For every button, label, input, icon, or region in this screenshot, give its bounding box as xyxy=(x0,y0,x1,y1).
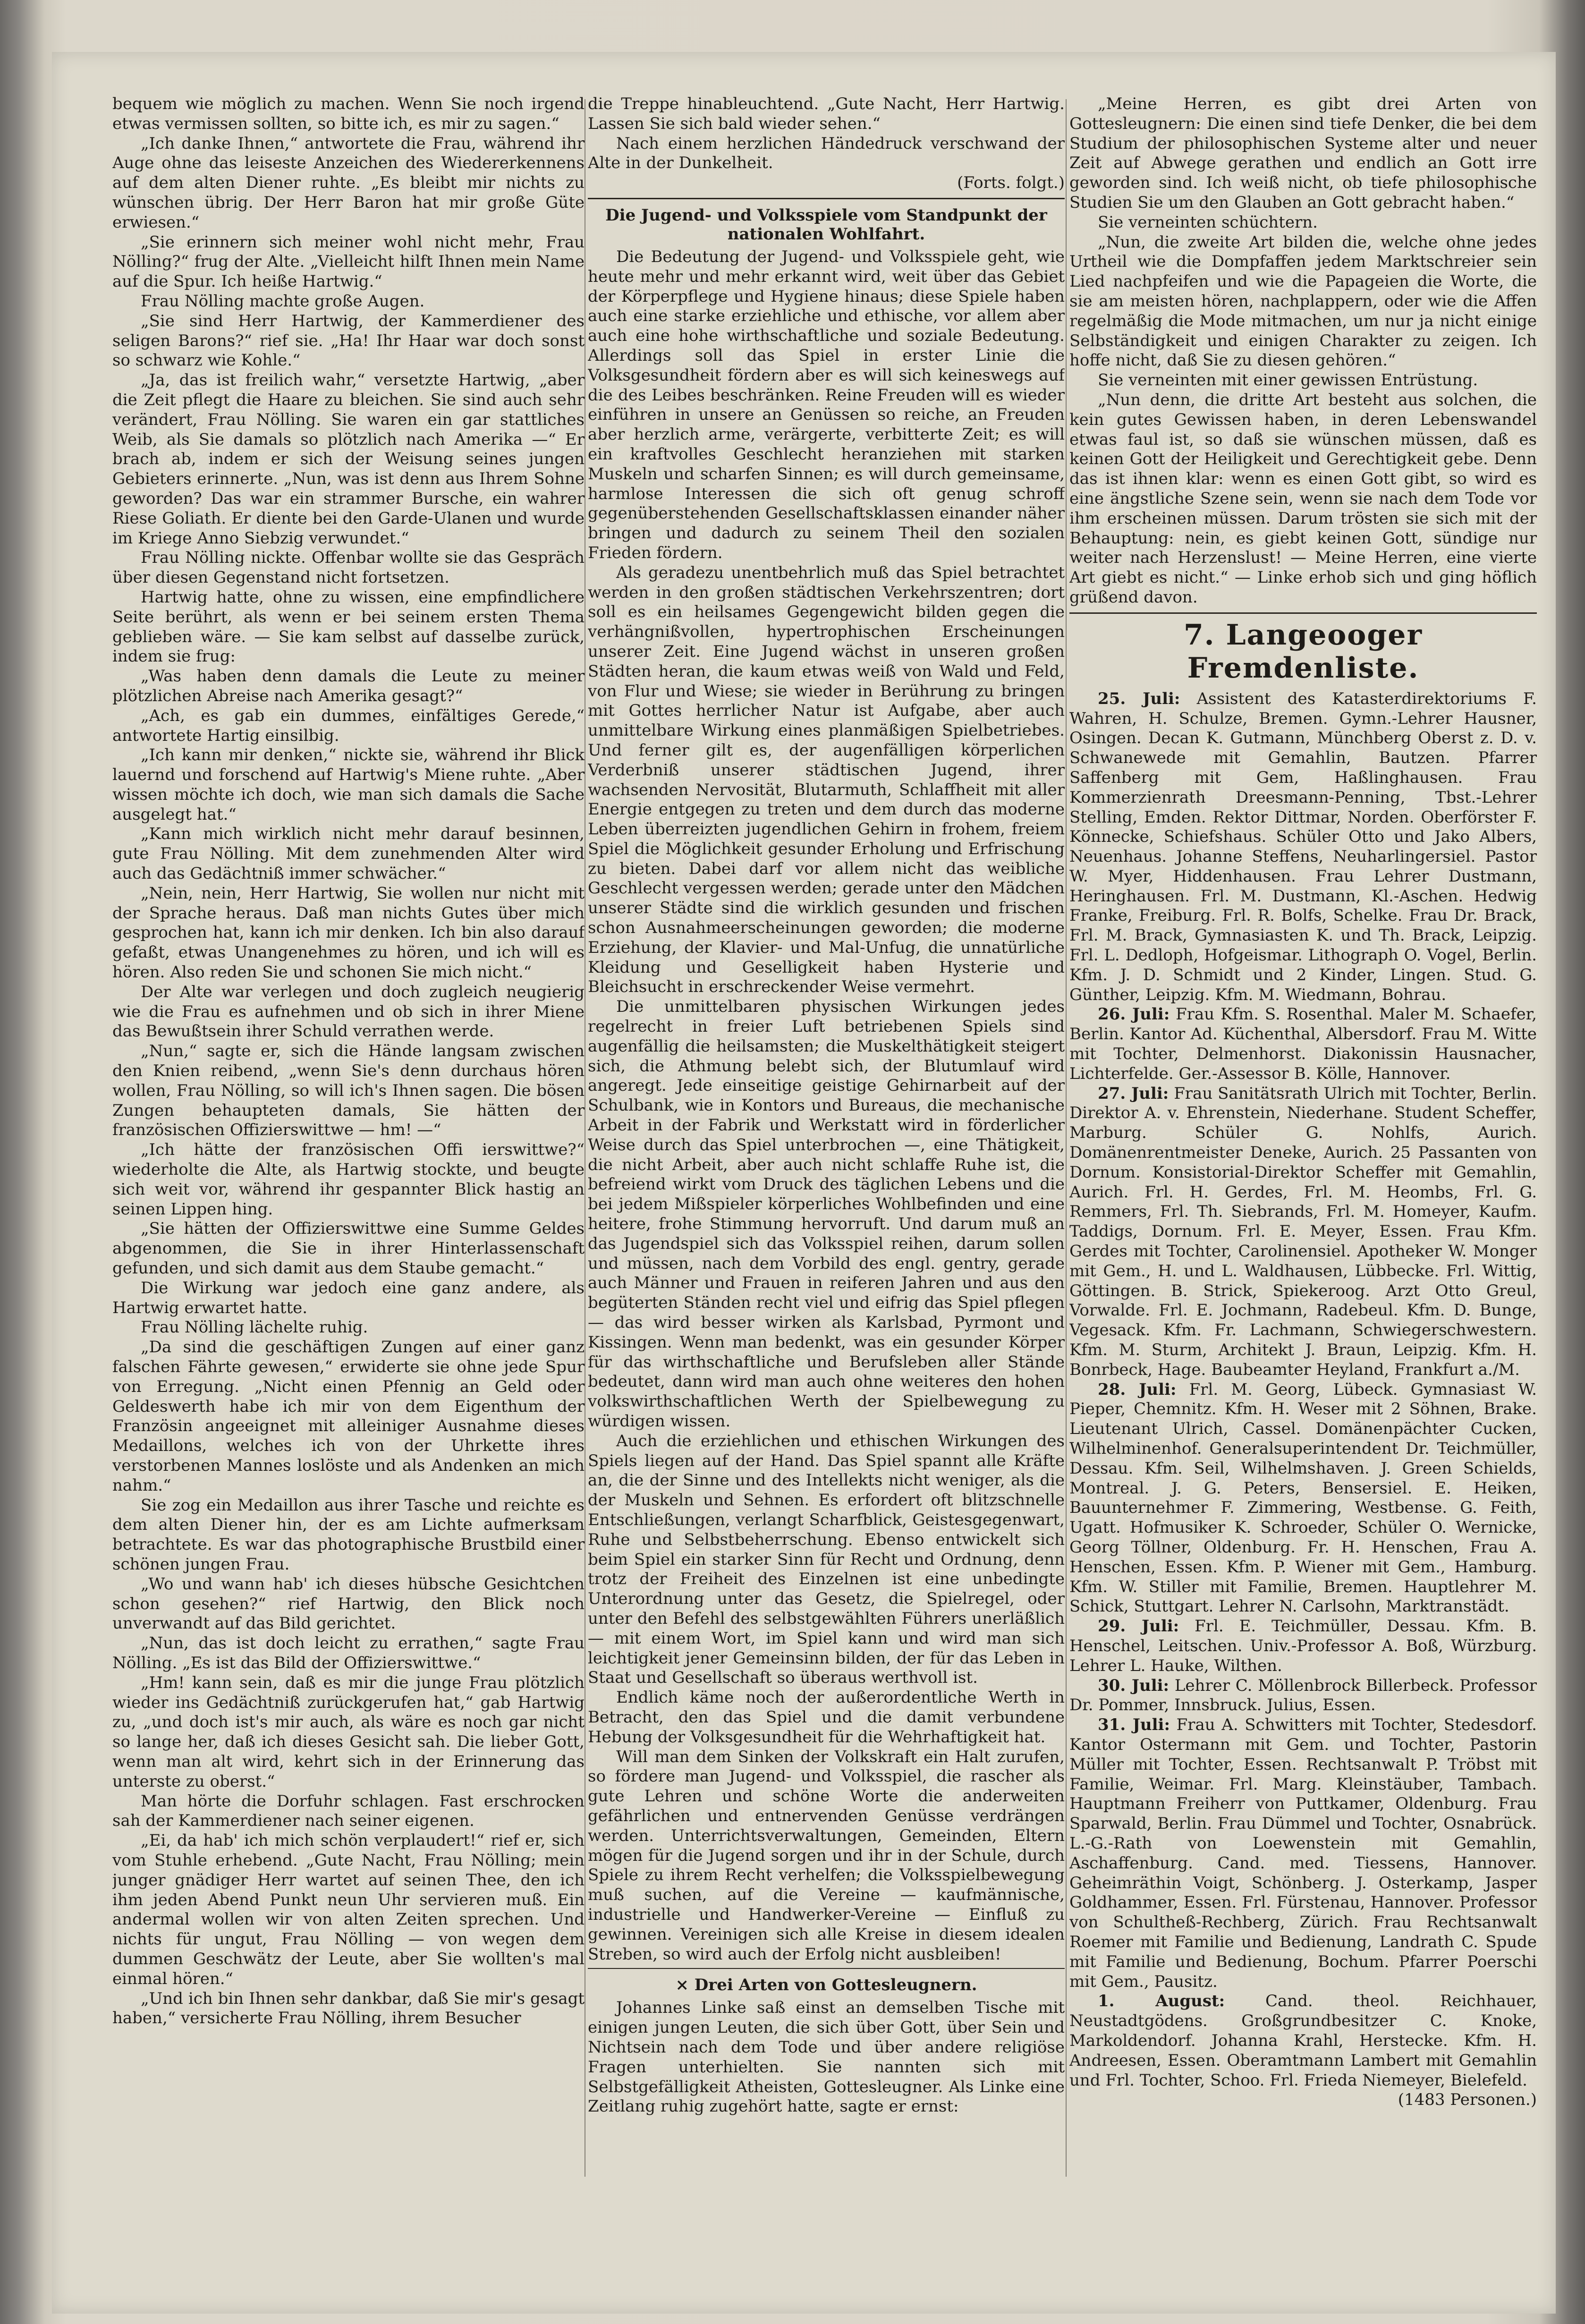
paragraph: „Ich danke Ihnen,“ antwortete die Frau, während ihr Auge ohne das leiseste Anzeichen des Wiedererkennens auf dem alten Diener ruhte. „Es bleibt mir nichts zu wünschen übrig. Der Herr Baron hat mir große Güte erwiesen.“ xyxy=(112,134,585,232)
guest-list-entry xyxy=(1069,1084,1537,1380)
paragraph: „Und ich bin Ihnen sehr dankbar, daß Sie mir's gesagt haben,“ versicherte Frau Nölling, ihrem Besucher xyxy=(112,1989,585,2028)
paragraph: Sie verneinten schüchtern. xyxy=(1098,212,1318,232)
article-title-gottesleugner: ⨯ Drei Arten von Gottesleugnern. xyxy=(675,1976,977,1995)
guest-list-names: Assistent des Katasterdirektoriums F. Wahren, H. Schulze, Bremen. Gymn.-Lehrer Hausner, Osingen. Decan K. Gutmann, Münchberg Oberst z. D. v. Schwanewede mit Gemahlin, Bautzen. Pfarrer Saffenberg mit Gem, Haßlinghausen. Frau Kommerzienrath Dreesmann-Penning, Tbst.-Lehrer Stelling, Emden. Rektor Dittmar, Norden. Oberförster F. Könnecke, Schiefshaus. Schüler Otto und Jako Albers, Neuenhaus. Johanne Steffens, Neuharlingersiel. Pastor W. Myer, Hiddenhausen. Frau Lehrer Dustmann, Heringhausen. Frl. M. Dustmann, Kl.-Aschen. Hedwig Franke, Freiburg. Frl. R. Bolfs, Schelke. Frau Dr. Brack, Frl. M. Brack, Gymnasiasten K. und Th. Brack, Leipzig. Frl. L. Dedloph, Hofgeismar. Lithograph O. Vogel, Berlin. Kfm. J. D. Schmidt und 2 Kinder, Lingen. Stud. G. Günther, Leipzig. Kfm. M. Wiedmann, Bohrau. xyxy=(1069,689,1537,1004)
paragraph: Frau Nölling machte große Augen. xyxy=(141,291,425,311)
story-continuation-2: Nach einem herzlichen Händedruck verschwand der Alte in der Dunkelheit. xyxy=(588,134,1065,173)
guest-list-names: Frl. M. Georg, Lübeck. Gymnasiast W. Pieper, Chemnitz. Kfm. H. Weser mit 2 Söhnen, Brake. Lieutenant Ulrich, Cassel. Domänenpächter Cucken, Wilhelminenhof. Generalsuperintendent Dr. Teichmüller, Dessau. Kfm. Seil, Wilhelmshaven. J. Green Schields, Montreal. J. G. Peters, Bensersiel. E. Heiken, Bauunternehmer F. Zimmering, Westbense. G. Feith, Ugatt. Hofmusiker K. Schroeder, Schüler O. Wernicke, Georg Töllner, Oldenburg. Fr. H. Henschen, Frau A. Henschen, Essen. Kfm. P. Wiener mit Gem., Hamburg. Kfm. W. Stiller mit Familie, Bremen. Hauptlehrer M. Schick, Stuttgart. Lehrer N. Carlsohn, Marktranstädt. xyxy=(1069,1380,1537,1616)
paragraph: „Ich hätte der französischen Offi ierswittwe?“ wiederholte die Alte, als Hartwig stockte, und beugte sich weit vor, während ihr gespannter Blick hastig an seinen Lippen hing. xyxy=(112,1140,585,1219)
newspaper-page xyxy=(52,52,1556,2314)
guest-list-date: 31. Juli: xyxy=(1098,1715,1170,1735)
guest-list-names: Frau A. Schwitters mit Tochter, Stedesdorf. Kantor Ostermann mit Gem. und Tochter, Pastorin Müller mit Tochter, Essen. Rechtsanwalt P. Tröbst mit Familie, Weimar. Frl. Marg. Kleinstäuber, Tambach. Hauptmann Freiherr von Puttkamer, Oldenburg. Frau Sparwald, Berlin. Frau Dümmel und Tochter, Osnabrück. L.-G.-Rath von Loewenstein mit Gemahlin, Aschaffenburg. Cand. med. Tiessens, Hannover. Geheimräthin Voigt, Schönberg. J. Osterkamp, Jasper Goldhammer, Essen. Frl. Fürstenau, Hannover. Professor von Schultheß-Rechberg, Zürich. Frau Rechtsanwalt Roemer mit Familie und Bedienung, Landrath C. Spude mit Familie und Bedienung, Bochum. Pfarrer Poerschi mit Gem., Pausitz. xyxy=(1069,1715,1537,1991)
guest-list-names: Lehrer C. Möllenbrock Billerbeck. Professor Dr. Pommer, Innsbruck. Julius, Essen. xyxy=(1069,1676,1537,1715)
paragraph: „Sie hätten der Offizierswittwe eine Summe Geldes abgenommen, die Sie in ihrer Hinterlassenschaft gefunden, und sich damit aus dem Staube gemacht.“ xyxy=(112,1219,585,1278)
divider xyxy=(1069,612,1537,614)
paragraph: bequem wie möglich zu machen. Wenn Sie noch irgend etwas vermissen sollten, so bitte ich, es mir zu sagen.“ xyxy=(112,94,585,133)
to-be-continued-note: (Forts. folgt.) xyxy=(957,173,1065,193)
guest-list-date: 25. Juli: xyxy=(1098,689,1180,708)
paragraph: „Nun,“ sagte er, sich die Hände langsam zwischen den Knien reibend, „wenn Sie's denn durchaus hören wollen, Frau Nölling, so will ich's Ihnen sagen. Die bösen Zungen behaupteten damals, Sie hätten der französischen Offizierswittwe — hm! —“ xyxy=(112,1042,585,1140)
paragraph: „Ja, das ist freilich wahr,“ versetzte Hartwig, „aber die Zeit pflegt die Haare zu bleichen. Sie sind auch sehr verändert, Frau Nölling. Sie waren ein gar stattliches Weib, als Sie damals so plötzlich nach Amerika —“ Er brach ab, indem er sich der Weisung seines jungen Gebieters erinnerte. „Nun, was ist denn aus Ihrem Sohne geworden? Das war ein strammer Bursche, ein wahrer Riese Goliath. Er diente bei den Garde-Ulanen und wurde im Kriege Anno Siebzig verwundet.“ xyxy=(112,371,585,548)
guest-list-names: Frau Sanitätsrath Ulrich mit Tochter, Berlin. Direktor A. v. Ehrenstein, Niederhane. Student Scheffer, Marburg. Schüler G. Nohlfs, Aurich. Domänenrentmeister Deneke, Aurich. 25 Passanten von Dornum. Konsistorial-Direktor Scheffer mit Gemahlin, Aurich. Frl. H. Gerdes, Frl. M. Heombs, Frl. G. Remmers, Frl. Th. Siebrands, Frl. M. Homeyer, Kaufm. Taddigs, Dornum. Frl. E. Meyer, Essen. Frau Kfm. Gerdes mit Tochter, Carolinensiel. Apotheker W. Monger mit Gem., H. und L. Waldhausen, Lübbecke. Frl. Wittig, Göttingen. B. Strick, Spiekeroog. Arzt Otto Greul, Vorwalde. Frl. E. Jochmann, Radebeul. Kfm. D. Bunge, Vegesack. Kfm. Fr. Lachmann, Schwiegerschwestern. Kfm. M. Sturm, Architekt J. Braun, Leipzig. Kfm. H. Bonrbeck, Hage. Baubeamter Heyland, Frankfurt a./M. xyxy=(1069,1084,1537,1379)
paragraph: „Nein, nein, Herr Hartwig, Sie wollen nur nicht mit der Sprache heraus. Daß man nichts Gutes über mich gesprochen hat, kann ich mir denken. Ich bin also darauf gefaßt, etwas Unangenehmes zu hören, und ich will es hören. Also reden Sie und schonen Sie mich nicht.“ xyxy=(112,883,585,982)
paragraph: Frau Nölling lächelte ruhig. xyxy=(141,1318,368,1337)
guest-list-names: Frau Kfm. S. Rosenthal. Maler M. Schaefer, Berlin. Kantor Ad. Küchenthal, Albersdorf. Frau M. Witte mit Tochter, Delmenhorst. Diakonissin Hausnacher, Lichterfelde. Ger.-Assessor B. Kölle, Hannover. xyxy=(1069,1005,1537,1083)
paragraph: Man hörte die Dorfuhr schlagen. Fast erschrocken sah der Kammerdiener nach seiner eigenen. xyxy=(112,1791,585,1831)
divider xyxy=(588,198,1065,199)
column-rule-right xyxy=(1066,99,1067,2177)
paragraph: Frau Nölling nickte. Offenbar wollte sie das Gespräch über diesen Gegenstand nicht fortsetzen. xyxy=(112,548,585,587)
guest-list-names: Frl. E. Teichmüller, Dessau. Kfm. B. Henschel, Leitschen. Univ.-Professor A. Boß, Würzburg. Lehrer L. Hauke, Wilthen. xyxy=(1069,1617,1537,1675)
column-1-paragraphs xyxy=(112,94,585,2028)
guest-list-date: 28. Juli: xyxy=(1098,1380,1177,1399)
paragraph: Hartwig hatte, ohne zu wissen, eine empfindlichere Seite berührt, als wenn er bei seinem ersten Thema geblieben wäre. — Sie kam selbst auf dasselbe zurück, indem sie frug: xyxy=(112,587,585,666)
guest-list-entry xyxy=(1069,689,1537,1005)
guest-count: (1483 Personen.) xyxy=(1398,2090,1537,2110)
paragraph: „Nun denn, die dritte Art besteht aus solchen, die kein gutes Gewissen haben, in deren Lebenswandel etwas faul ist, so daß sie wünschen müssen, daß es keinen Gott der Heiligkeit und Gerechtigkeit gebe. Denn das ist ihnen klar: wenn es einen Gott gibt, so wird es eine ängstliche Szene sein, wenn sie nach dem Tode vor ihm erscheinen müssen. Darum trösten sie sich mit der Behauptung: nein, es giebt keinen Gott, sündige nur weiter nach Herzenslust! — Meine Herren, eine vierte Art giebt es nicht.“ — Linke erhob sich und ging höflich grüßend davon. xyxy=(1069,390,1537,607)
paragraph: „Nun, die zweite Art bilden die, welche ohne jedes Urtheil wie die Dompfaffen jedem Marktschreier sein Lied nachpfeifen und wie die Papageien die Worte, die sie am meisten hören, nachplappern, oder wie die Affen regelmäßig die Mode mitmachen, um nur ja nicht einige Selbständigkeit und einigen Charakter zu zeigen. Ich hoffe nicht, daß Sie zu diesen gehören.“ xyxy=(1069,232,1537,370)
paragraph: „Was haben denn damals die Leute zu meiner plötzlichen Abreise nach Amerika gesagt?“ xyxy=(112,667,585,705)
paragraph: Auch die erziehlichen und ethischen Wirkungen des Spiels liegen auf der Hand. Das Spiel spannt alle Kräfte an, die der Sinne und des Intellekts nicht weniger, als die der Muskeln und Sehnen. Es erfordert oft blitzschnelle Entschließungen, verlangt Scharfblick, Geistesgegenwart, Ruhe und Selbstbeherrschung. Ebenso entwickelt sich beim Spiel ein starker Sinn für Recht und Ordnung, denn trotz der Freiheit des Einzelnen ist eine unbedingte Unterordnung unter das Gesetz, die Spielregel, oder unter den Befehl des selbstgewählten Führers unerläßlich — mit einem Wort, im Spiel kann und wird man sich leichtigkeit jener Gemeinsinn bilden, der für das Leben in Staat und Gesellschaft so überaus werthvoll ist. xyxy=(588,1431,1065,1688)
guest-list-entry xyxy=(1069,1715,1537,1992)
guest-list-date: 27. Juli: xyxy=(1098,1084,1169,1103)
guest-list-date: 30. Juli: xyxy=(1098,1676,1170,1695)
guest-list-entry xyxy=(1069,1617,1537,1676)
paragraph: „Da sind die geschäftigen Zungen auf einer ganz falschen Fährte gewesen,“ erwiderte sie ohne jede Spur von Erregung. „Nicht einen Pfennig an Geld oder Geldeswerth habe ich mir von dem Eigenthum der Französin angeeignet mit alleiniger Ausnahme dieses Medaillons, welches ich von der Uhrkette ihres verstorbenen Mannes loslöste und als Andenken an mich nahm.“ xyxy=(112,1338,585,1495)
column-3 xyxy=(1069,94,1537,2181)
paragraph: „Ei, da hab' ich mich schön verplaudert!“ rief er, sich vom Stuhle erhebend. „Gute Nacht, Frau Nölling; mein junger gnädiger Herr wartet auf seinen Thee, den ich ihm jeden Abend Punkt neun Uhr servieren muß. Ein andermal wollen wir von alten Zeiten sprechen. Und nichts für ungut, Frau Nölling — von wegen dem dummen Geschwätz der Leute, aber Sie wollten's mal einmal hören.“ xyxy=(112,1831,585,1988)
guest-list-entry xyxy=(1069,1005,1537,1084)
paragraph: „Kann mich wirklich nicht mehr darauf besinnen, gute Frau Nölling. Mit dem zunehmenden Alter wird auch das Gedächtniß immer schwächer.“ xyxy=(112,824,585,883)
article-title-jugendspiele: Die Jugend- und Volksspiele vom Standpunkt der nationalen Wohlfahrt. xyxy=(605,205,1047,244)
paragraph: Johannes Linke saß einst an demselben Tische mit einigen jungen Leuten, die sich über Gott, über Sein und Nichtsein nach dem Tode und über andere religiöse Fragen unterhielten. Sie nannten sich mit Selbstgefälligkeit Atheisten, Gottesleugner. Als Linke eine Zeitlang ruhig zugehört hatte, sagte er ernst: xyxy=(588,1998,1065,2116)
paragraph: Die unmittelbaren physischen Wirkungen jedes regelrecht in freier Luft betriebenen Spiels sind augenfällig die heilsamsten; die Muskelthätigkeit steigert sich, die Athmung belebt sich, der Blutumlauf wird angeregt. Jede einseitige geistige Gehirnarbeit auf der Schulbank, wie in Kontors und Bureaus, die mechanische Arbeit in der Fabrik und Werkstatt wird in förderlicher Weise durch das Spiel unterbrochen —, eine Thätigkeit, die nicht Arbeit, aber auch nicht schlaffe Ruhe ist, die befreiend wirkt vom Druck des täglichen Lebens und die bei jedem Mißspieler körperliches Wohlbefinden und eine heitere, frohe Stimmung hervorruft. Und darum muß an das Jugendspiel sich das Volksspiel reihen, darum sollen und müssen, nach dem Vorbild des engl. gentry, gerade auch Männer und Frauen in reiferen Jahren und aus den begüterten Ständen recht viel und eifrig das Spiel pflegen — das wird besser wirken als Karlsbad, Pyrmont und Kissingen. Wenn man bedenkt, was ein gesunder Körper für das wirthschaftliche und Berufsleben aller Stände bedeutet, dann wird man auch ohne weiteres den hohen volkswirthschaftlichen Werth der Spielbewegung zu würdigen wissen. xyxy=(588,997,1065,1431)
guest-list-entry xyxy=(1069,1992,1537,2090)
guest-list-names: Cand. theol. Reichhauer, Neustadtgödens. Großgrundbesitzer C. Knoke, Markoldendorf. Johanna Krahl, Herstecke. Kfm. H. Andreesen, Essen. Oberamtmann Lambert mit Gemahlin und Frl. Tochter, Schoo. Frl. Frieda Niemeyer, Bielefeld. xyxy=(1069,1992,1537,2090)
paragraph: „Ach, es gab ein dummes, einfältiges Gerede,“ antwortete Hartig einsilbig. xyxy=(112,706,585,745)
paragraph: Die Bedeutung der Jugend- und Volksspiele geht, wie heute mehr und mehr erkannt wird, weit über das Gebiet der Körperpflege und Hygiene hinaus; diese Spiele haben auch eine starke erziehliche und ethische, vor allem aber auch eine hohe wirthschaftliche und soziale Bedeutung. Allerdings soll das Spiel in erster Linie die Volksgesundheit fördern aber es will sich keineswegs auf die des Leibes beschränken. Reine Freuden will es wieder einführen in unsere an Genüssen so reiche, an Freuden aber herzlich arme, verärgerte, verbitterte Zeit; es will ein kraftvolles Geschlecht heranziehen mit starken Muskeln und scharfen Sinnen; es will durch gemeinsame, harmlose Interessen die sich oft genug schroff gegenüberstehenden Gesellschaftsklassen einander näher bringen und dadurch zu seinem Theil den sozialen Frieden fördern. xyxy=(588,247,1065,562)
divider xyxy=(588,1968,1065,1969)
guest-list-date: 26. Juli: xyxy=(1098,1005,1170,1024)
guest-list-date: 29. Juli: xyxy=(1098,1617,1179,1636)
paragraph: Endlich käme noch der außerordentliche Werth in Betracht, den das Spiel und die damit verbundene Hebung der Volksgesundheit für die Wehrhaftigkeit hat. xyxy=(588,1688,1065,1747)
story-continuation: die Treppe hinableuchtend. „Gute Nacht, Herr Hartwig. Lassen Sie sich bald wieder sehen.“ xyxy=(588,94,1065,133)
paragraph: Sie zog ein Medaillon aus ihrer Tasche und reichte es dem alten Diener hin, der es am Lichte aufmerksam betrachtete. Es war das photographische Brustbild einer schönen jungen Frau. xyxy=(112,1495,585,1574)
paragraph: Sie verneinten mit einer gewissen Entrüstung. xyxy=(1098,371,1478,390)
paragraph: „Hm! kann sein, daß es mir die junge Frau plötzlich wieder ins Gedächtniß zurückgerufen hat,“ gab Hartwig zu, „und doch ist's mir auch, als wäre es noch gar nicht so lange her, daß ich dieses Gesicht sah. Die lieber Gott, wenn man alt wird, kehrt sich in der Erinnerung das unterste zu oberst.“ xyxy=(112,1673,585,1791)
paragraph: „Ich kann mir denken,“ nickte sie, während ihr Blick lauernd und forschend auf Hartwig's Miene ruhte. „Aber wissen möchte ich doch, wie man sich damals die Sache ausgelegt hat.“ xyxy=(112,746,585,824)
paragraph: Will man dem Sinken der Volkskraft ein Halt zurufen, so fördere man Jugend- und Volksspiel, die rascher als gute Lehren und schöne Worte die anderweiten gefährlichen und entnervenden Genüsse verdrängen werden. Unterrichtsverwaltungen, Gemeinden, Eltern mögen für die Jugend sorgen und ihr in der Schule, durch Spiele zu ihrem Recht verhelfen; die Volksspielbewegung muß suchen, auf die Vereine — kaufmännische, industrielle und Handwerker-Vereine — Einfluß zu gewinnen. Vereinigen sich alle Kreise in diesem idealen Streben, so wird auch der Erfolg nicht ausbleiben! xyxy=(588,1747,1065,1964)
paragraph: „Nun, das ist doch leicht zu errathen,“ sagte Frau Nölling. „Es ist das Bild der Offizierswittwe.“ xyxy=(112,1634,585,1672)
paragraph: „Wo und wann hab' ich dieses hübsche Gesichtchen schon gesehen?“ rief Hartwig, den Blick noch unverwandt auf das Bild gerichtet. xyxy=(112,1574,585,1633)
paragraph: Als geradezu unentbehrlich muß das Spiel betrachtet werden in den großen städtischen Verkehrszentren; dort soll es ein heilsames Gegengewicht bilden gegen die verhängnißvollen, hypertrophischen Erscheinungen unserer Zeit. Eine Jugend wächst in unseren großen Städten heran, die kaum etwas weiß von Wald und Feld, von Flur und Wiese; sie wieder in Berührung zu bringen mit Gottes herrlicher Natur ist Aufgabe, aber auch unmittelbare Wirkung eines planmäßigen Spielbetriebes. Und ferner gilt es, der augenfälligen körperlichen Verderbniß unserer städtischen Jugend, ihrer wachsenden Nervosität, Blutarmuth, Schlaffheit mit aller Energie entgegen zu treten und dem durch das moderne Leben überreizten jugendlichen Gehirn in frohem, freiem Spiel die Möglichkeit gesunder Erholung und Erfrischung zu bieten. Dabei darf vor allem nicht das weibliche Geschlecht vergessen werden; gerade unter den Mädchen unserer Städte sind die wirklich gesunden und frischen schon Ausnahmeerscheinungen geworden; die moderne Erziehung, der Klavier- und Mal-Unfug, die unnatürliche Kleidung und Geselligkeit haben Hysterie und Bleichsucht in erschreckender Weise vermehrt. xyxy=(588,563,1065,997)
column-1 xyxy=(112,94,585,2181)
guest-list-entry xyxy=(1069,1380,1537,1617)
paragraph: „Sie sind Herr Hartwig, der Kammerdiener des seligen Barons?“ rief sie. „Ha! Ihr Haar war doch sonst so schwarz wie Kohle.“ xyxy=(112,311,585,370)
article-gottesleugner-body xyxy=(588,1998,1065,2117)
guest-list-title: 7. Langeooger Fremdenliste. xyxy=(1183,618,1423,685)
column-2 xyxy=(588,94,1065,2181)
article-jugendspiele-body xyxy=(588,247,1065,1964)
paragraph: „Meine Herren, es gibt drei Arten von Gottesleugnern: Die einen sind tiefe Denker, die bei dem Studium der philosophischen Systeme alter und neuer Zeit auf Abwege gerathen und endlich an Gott irre geworden sind. Ich weiß nicht, ob tiefe philosophische Studien Sie um den Glauben an Gott gebracht haben.“ xyxy=(1069,94,1537,212)
paragraph: Der Alte war verlegen und doch zugleich neugierig wie die Frau es aufnehmen und ob sich in ihrer Miene das Bewußtsein ihrer Schuld verrathen werde. xyxy=(112,982,585,1041)
guest-list-entry xyxy=(1069,1676,1537,1716)
guest-list-body xyxy=(1069,689,1537,2091)
paragraph: „Sie erinnern sich meiner wohl nicht mehr, Frau Nölling?“ frug der Alte. „Vielleicht hilft Ihnen mein Name auf die Spur. Ich heiße Hartwig.“ xyxy=(112,232,585,291)
guest-list-date: 1. August: xyxy=(1098,1992,1225,2011)
paragraph: Die Wirkung war jedoch eine ganz andere, als Hartwig erwartet hatte. xyxy=(112,1278,585,1317)
article-gottesleugner-continued xyxy=(1069,94,1537,608)
